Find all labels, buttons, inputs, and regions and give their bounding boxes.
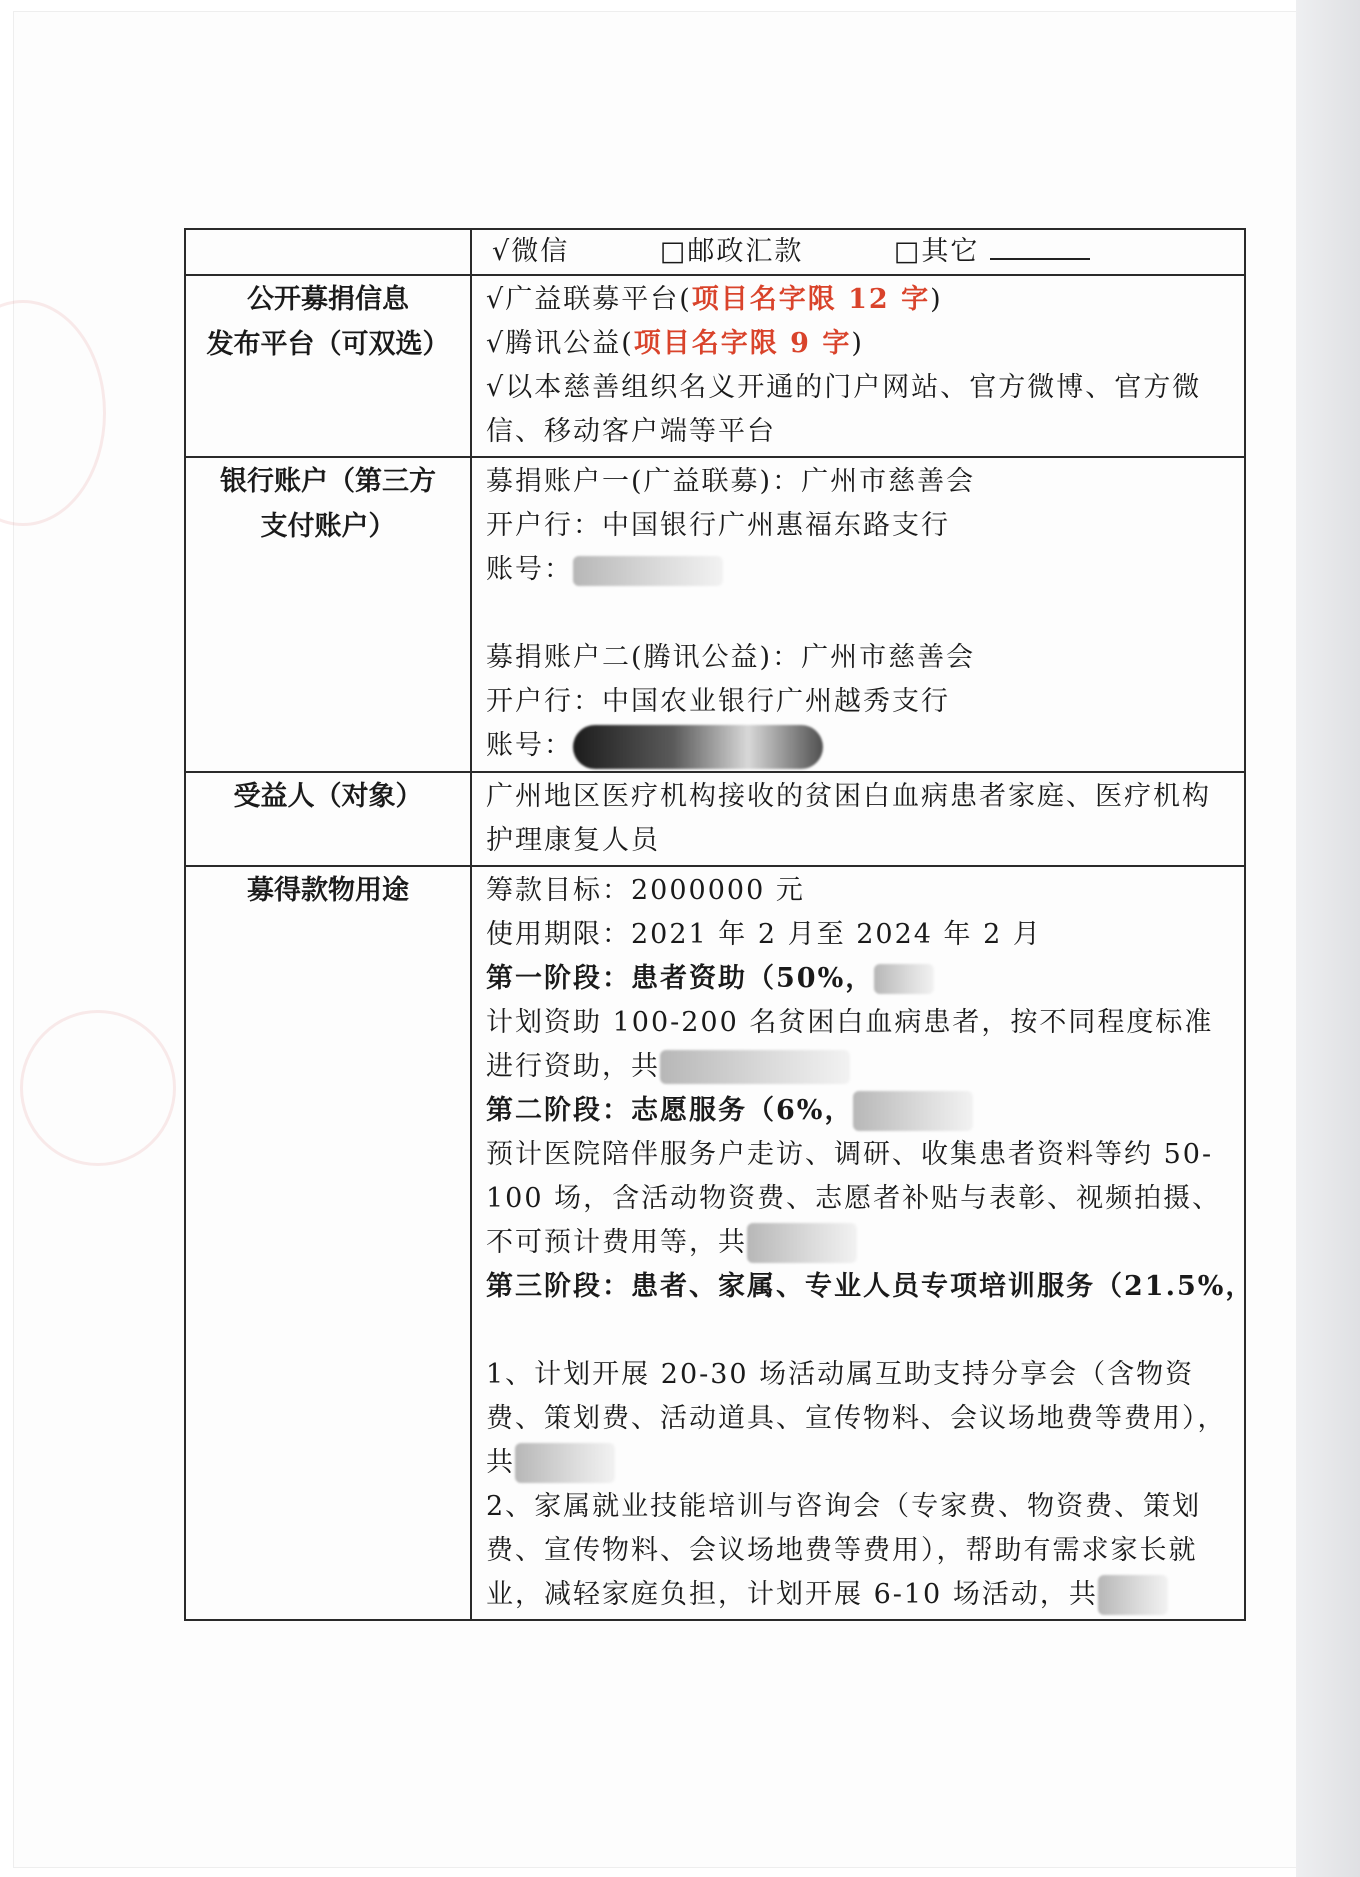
payment-method-row <box>185 229 1245 275</box>
fund-usage-row <box>185 866 1245 1620</box>
platform-label <box>185 275 471 457</box>
account1-number: 账号： <box>486 548 1230 592</box>
bank-account-content <box>471 457 1245 772</box>
stage1-text: 计划资助 100-200 名贫困白血病患者，按不同程度标准进行资助，共 <box>486 1001 1230 1089</box>
payment-method-label <box>185 229 471 275</box>
usage-period: 使用期限：2021 年 2 月至 2024 年 2 月 <box>486 918 1042 950</box>
fund-usage-label: 募得款物用途 <box>185 866 471 1620</box>
option-other: □其它 <box>893 236 980 267</box>
beneficiary-label: 受益人（对象） <box>185 772 471 866</box>
platform-option-own-channels: √以本慈善组织名义开通的门户网站、官方微博、官方微信、移动客户端等平台 <box>486 372 1202 447</box>
fund-usage-content <box>471 866 1255 1620</box>
redacted-amount <box>1098 1575 1168 1615</box>
redacted-amount <box>660 1050 850 1084</box>
redacted-amount <box>515 1443 615 1483</box>
fundraising-goal: 筹款目标：2000000 元 <box>486 874 805 906</box>
redacted-amount <box>874 964 934 994</box>
account2-number: 账号： <box>486 724 1230 769</box>
platform-label-line2: 发布平台（可双选） <box>206 329 450 360</box>
option-postal-remittance: □邮政汇款 <box>659 236 804 267</box>
bank-account-label <box>185 457 471 772</box>
blank-line <box>486 592 1230 636</box>
account1-name: 募捐账户一(广益联募)：广州市慈善会 <box>486 466 976 497</box>
bank-account-row <box>185 457 1245 772</box>
stage3-item1: 1、计划开展 20-30 场活动属互助支持分享会（含物资费、策划费、活动道具、宣传物料、会议场地费等费用）， <box>486 1358 1227 1434</box>
stage3-item1-total: 共 <box>486 1441 1230 1485</box>
tencent-name-limit: 项目名字限 9 字 <box>633 328 852 359</box>
redacted-account-number <box>573 556 723 586</box>
guangyi-name-limit: 项目名字限 12 字 <box>691 284 931 315</box>
platform-label-line1: 公开募捐信息 <box>247 284 409 315</box>
redacted-amount <box>747 1223 857 1263</box>
stage2-title: 第二阶段：志愿服务（6%， <box>486 1089 1230 1133</box>
stage1-title: 第一阶段：患者资助（50%， <box>486 957 1230 1001</box>
account1-bank: 开户行：中国银行广州惠福东路支行 <box>486 510 950 541</box>
beneficiary-text: 广州地区医疗机构接收的贫困白血病患者家庭、医疗机构护理康复人员 <box>486 780 1211 856</box>
beneficiary-content <box>471 772 1245 866</box>
bank-account-label-line1: 银行账户（第三方 <box>220 466 436 497</box>
page-edge-shadow <box>1296 0 1360 1877</box>
blank-line <box>486 1309 1230 1353</box>
platform-option-tencent: √腾讯公益(项目名字限 9 字) <box>486 328 864 359</box>
fundraising-info-table <box>184 228 1255 1621</box>
beneficiary-row <box>185 772 1245 866</box>
platform-row <box>185 275 1245 457</box>
account2-bank: 开户行：中国农业银行广州越秀支行 <box>486 686 950 717</box>
stage3-title: 第三阶段：患者、家属、专业人员专项培训服务（21.5%， <box>486 1270 1255 1302</box>
account2-name: 募捐账户二(腾讯公益)：广州市慈善会 <box>486 642 976 673</box>
platform-content <box>471 275 1245 457</box>
stage3-item2: 2、家属就业技能培训与咨询会（专家费、物资费、策划费、宣传物料、会议场地费等费用），帮助有需求家长就业，减轻家庭负担，计划开展 6-10 场活动，共 <box>486 1485 1230 1617</box>
bank-account-label-line2: 支付账户） <box>260 511 396 542</box>
option-wechat: √微信 <box>492 236 570 267</box>
payment-method-options <box>471 229 1245 275</box>
stage2-text: 预计医院陪伴服务户走访、调研、收集患者资料等约 50-100 场，含活动物资费、志愿者补贴与表彰、视频拍摄、不可预计费用等，共 <box>486 1133 1230 1265</box>
platform-option-guangyi: √广益联募平台(项目名字限 12 字) <box>486 284 943 315</box>
redacted-amount <box>853 1091 973 1131</box>
other-blank-line <box>990 232 1090 260</box>
redacted-account-number <box>573 725 823 769</box>
